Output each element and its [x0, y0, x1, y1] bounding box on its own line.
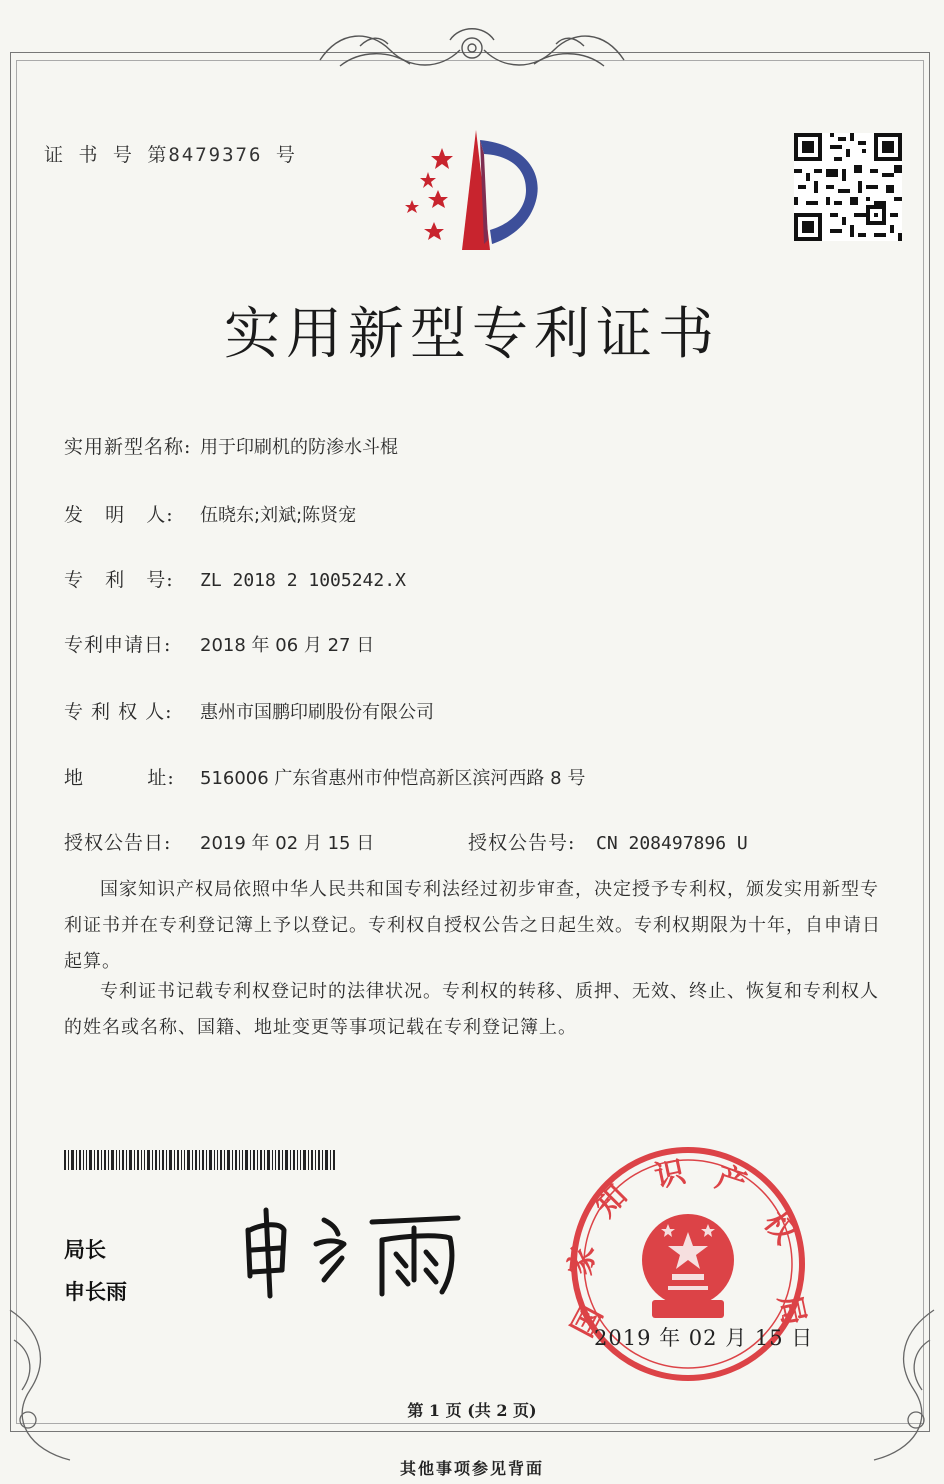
bottom-left-ornament-icon [0, 1300, 80, 1470]
field-label: 地 址: [64, 767, 175, 789]
field-value: 2019 年 02 月 15 日 [200, 833, 375, 854]
field-value: 伍晓东;刘斌;陈贤宠 [200, 505, 357, 526]
bottom-right-ornament-icon [864, 1300, 944, 1470]
field-label: 实用新型名称: [64, 436, 192, 458]
signature-icon [232, 1200, 472, 1300]
field-value: 2018 年 06 月 27 日 [200, 635, 375, 656]
svg-text:知: 知 [588, 1178, 635, 1225]
field-label: 专 利 权 人: [64, 701, 173, 723]
field-address [64, 763, 585, 790]
field-label: 发 明 人: [64, 504, 174, 526]
page-number: 第 1 页 (共 2 页) [407, 1401, 537, 1420]
svg-text:家: 家 [563, 1244, 602, 1278]
field-grant-date [64, 828, 374, 855]
certificate-title: 实用新型专利证书 [224, 302, 720, 367]
field-value: 惠州市国鹏印刷股份有限公司 [200, 702, 434, 723]
field-label: 授权公告日: [64, 832, 172, 854]
field-label: 专 利 号: [64, 569, 174, 591]
field-value: 用于印刷机的防渗水斗棍 [200, 437, 398, 458]
barcode-icon [64, 1150, 336, 1170]
svg-text:权: 权 [756, 1205, 803, 1251]
field-value: ZL 2018 2 1005242.X [200, 570, 406, 591]
certificate-number: 证 书 号 第8479376 号 [44, 144, 297, 166]
field-application-date [64, 630, 374, 657]
field-utility-model-name [64, 432, 398, 459]
field-label: 授权公告号: [468, 832, 576, 854]
seal-date: 2019 年 02 月 15 日 [594, 1326, 814, 1350]
svg-text:识: 识 [651, 1154, 689, 1195]
cnipa-logo-icon [380, 120, 560, 260]
svg-text:局: 局 [771, 1291, 812, 1329]
field-value: CN 208497896 U [596, 833, 748, 854]
qr-code-icon [794, 133, 902, 241]
field-inventors [64, 500, 356, 527]
back-note: 其他事项参见背面 [399, 1459, 544, 1478]
certificate-legal-status-paragraph: 专利证书记载专利权登记时的法律状况。专利权的转移、质押、无效、终止、恢复和专利权人的姓名或名称、国籍、地址变更等事项记载在专利登记簿上。 [64, 981, 879, 1038]
officer-name: 申长雨 [64, 1280, 127, 1304]
svg-text:产: 产 [711, 1159, 751, 1203]
top-ornament-icon [300, 20, 644, 82]
field-label: 专利申请日: [64, 634, 172, 656]
field-value: 516006 广东省惠州市仲恺高新区滨河西路 8 号 [200, 768, 586, 789]
field-patent-number [64, 565, 406, 592]
field-grant-number [468, 828, 748, 855]
svg-text:国: 国 [565, 1300, 611, 1343]
officer-title: 局长 [64, 1238, 106, 1262]
field-patentee [64, 697, 434, 724]
certificate-statement-paragraph: 国家知识产权局依照中华人民共和国专利法经过初步审查，决定授予专利权，颁发实用新型专利证书并在专利登记簿上予以登记。专利权自授权公告之日起生效。专利权期限为十年，自申请日起算。 [64, 879, 881, 972]
